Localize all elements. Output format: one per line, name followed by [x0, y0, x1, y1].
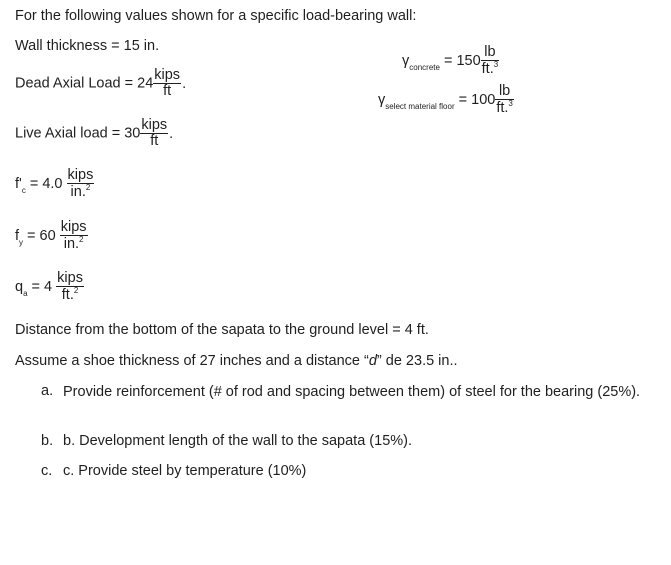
list-item-b: [41, 433, 412, 449]
fc-prime: ': [19, 176, 22, 193]
qa-num: kips: [57, 270, 83, 286]
dead-load-period: .: [182, 75, 187, 92]
wall-thickness: Wall thickness = 15 in.: [15, 38, 160, 54]
gamma-concrete-fraction: [481, 45, 500, 77]
gamma-floor-num: lb: [495, 84, 514, 100]
fy-subscript: y: [19, 238, 24, 248]
fy-value: [15, 220, 88, 252]
fc-den-exp: 2: [85, 183, 91, 193]
qa-fraction: [56, 271, 84, 303]
dead-load-fraction: [153, 68, 181, 99]
assume-post: ” de 23.5 in..: [376, 353, 458, 369]
assume-var: d: [368, 353, 377, 369]
fc-symbol: f: [15, 176, 20, 193]
dead-load-label: Dead Axial Load = 24: [15, 75, 154, 92]
gamma-floor-den-exp: 3: [508, 99, 513, 109]
gamma-floor-equals: = 100: [454, 92, 496, 109]
list-marker: b.: [41, 433, 54, 449]
live-load-fraction: [140, 118, 168, 149]
assume-pre: Assume a shoe thickness of 27 inches and a distance “: [15, 353, 369, 369]
gamma-concrete-symbol: γ: [402, 53, 410, 70]
list-marker: a.: [41, 383, 54, 399]
live-load-label: Live Axial load = 30: [15, 125, 141, 142]
dead-axial-load: [15, 68, 185, 99]
gamma-concrete-num: lb: [481, 45, 500, 61]
qa-den: ft.: [61, 287, 74, 304]
gamma-select-material-floor: [378, 84, 514, 116]
dead-load-den: ft: [163, 83, 172, 100]
fc-den: in.: [70, 184, 86, 201]
fy-den-exp: 2: [79, 235, 84, 245]
fc-equals: = 4.0: [25, 176, 67, 193]
list-item-text: c. Provide steel by temperature (10%): [63, 463, 307, 479]
distance-text: Distance from the bottom of the sapata to the ground level = 4 ft.: [15, 322, 429, 338]
qa-subscript: a: [23, 289, 28, 299]
qa-den-exp: 2: [73, 286, 79, 296]
gamma-floor-subscript: select material floor: [385, 102, 455, 112]
fc-fraction: [67, 168, 95, 200]
gamma-floor-den: ft.: [496, 100, 509, 117]
list-item-a: [41, 383, 651, 402]
fy-fraction: [60, 220, 88, 252]
fy-equals: = 60: [23, 228, 60, 245]
gamma-concrete-den-exp: 3: [493, 60, 499, 70]
gamma-floor-fraction: [495, 84, 514, 116]
list-marker: c.: [41, 463, 53, 479]
gamma-concrete: [402, 45, 499, 77]
fy-symbol: f: [15, 228, 20, 245]
gamma-concrete-equals: = 150: [439, 53, 481, 70]
fy-den: in.: [63, 236, 80, 253]
gamma-concrete-den: ft.: [481, 61, 494, 78]
gamma-floor-symbol: γ: [378, 92, 386, 109]
qa-symbol: q: [15, 279, 24, 296]
fy-num: kips: [60, 219, 87, 235]
qa-value: [15, 271, 84, 303]
live-load-den: ft: [150, 133, 159, 150]
fc-subscript: c: [21, 186, 26, 196]
assume-text: [15, 353, 458, 369]
list-item-c: [41, 463, 306, 479]
live-axial-load: [15, 118, 172, 149]
list-item-text: b. Development length of the wall to the sapata (15%).: [63, 433, 413, 449]
qa-equals: = 4: [27, 279, 57, 296]
gamma-concrete-subscript: concrete: [409, 63, 440, 73]
list-item-text: Provide reinforcement (# of rod and spacing between them) of steel for the bearing (25%).: [63, 384, 641, 400]
dead-load-num: kips: [154, 67, 181, 83]
live-load-num: kips: [141, 117, 168, 133]
intro-text: For the following values shown for a specific load-bearing wall:: [15, 8, 417, 24]
live-load-period: .: [169, 125, 174, 142]
fc-num: kips: [67, 167, 94, 183]
fc-value: [15, 168, 94, 200]
